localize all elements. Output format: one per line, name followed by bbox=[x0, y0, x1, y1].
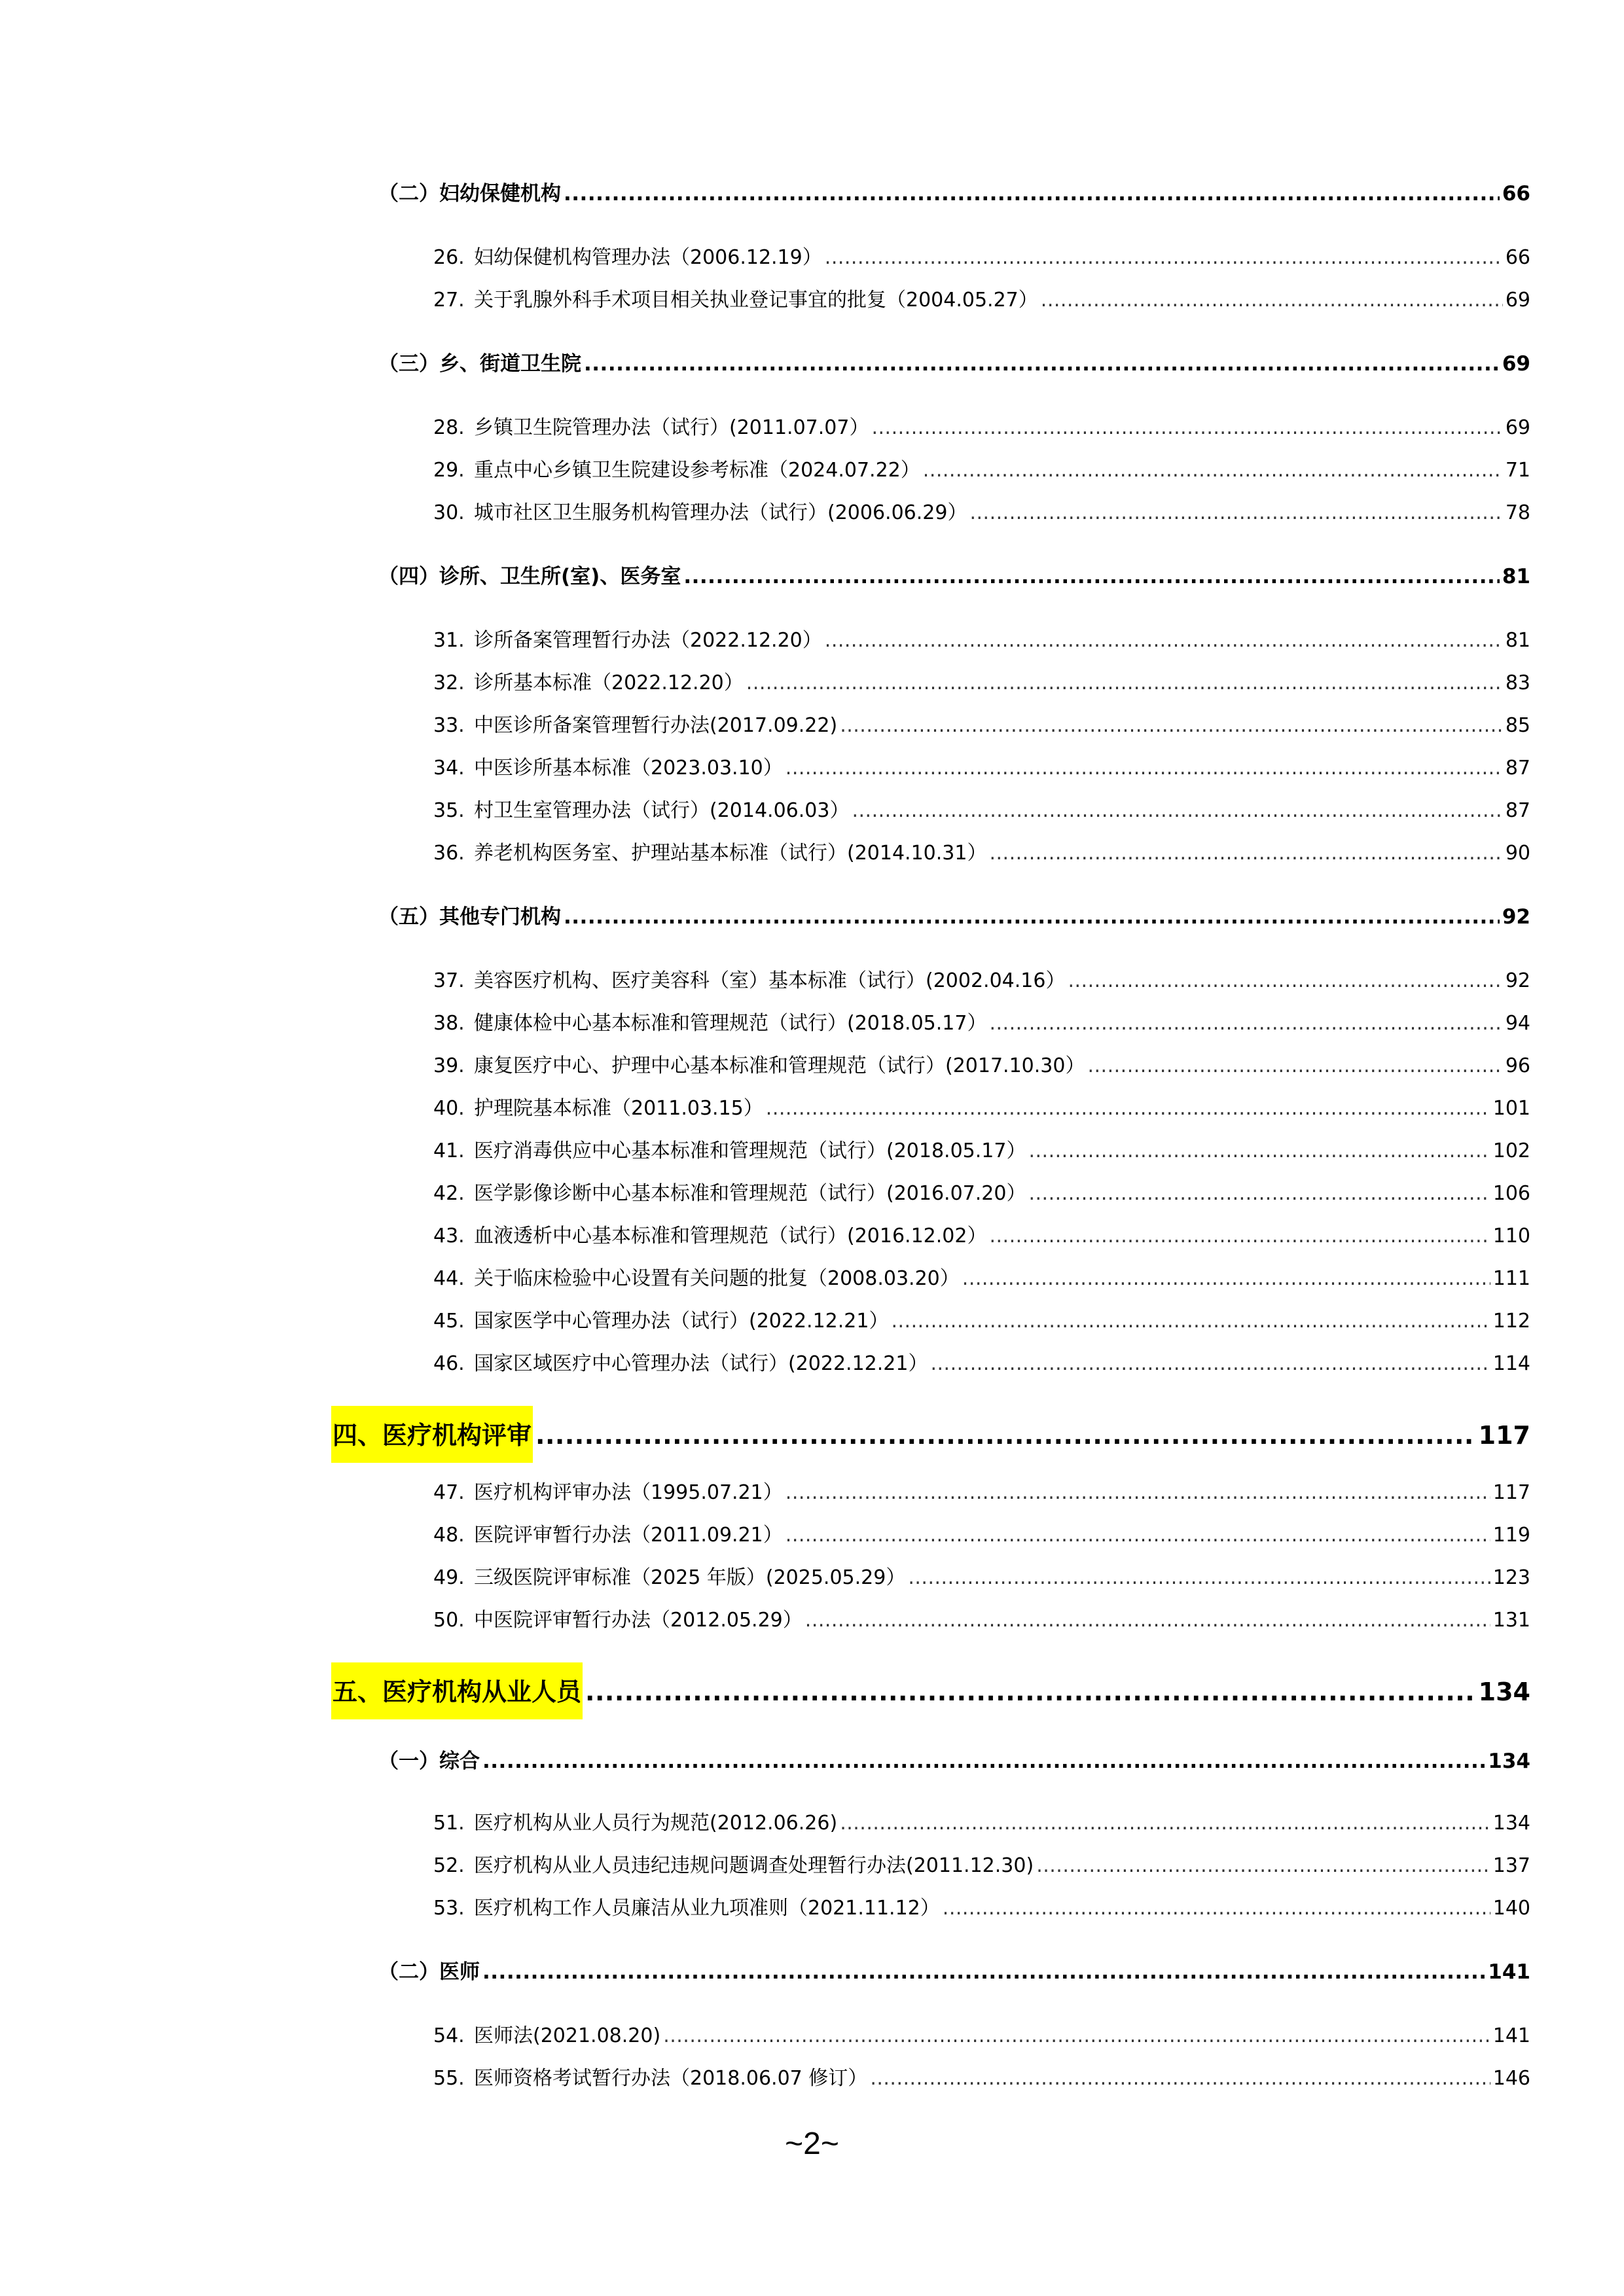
toc-entry-number: 32. bbox=[433, 672, 465, 694]
toc-page-number: 90 bbox=[1505, 842, 1530, 865]
toc-label bbox=[433, 1892, 940, 1920]
dot-leader bbox=[766, 1097, 1490, 1120]
toc-entry-title: 中医院评审暂行办法（2012.05.29） bbox=[474, 1609, 803, 1632]
toc-label bbox=[433, 1347, 928, 1376]
toc-page-number: 66 bbox=[1505, 246, 1530, 269]
toc-entry[interactable] bbox=[433, 1476, 1530, 1505]
toc-page-number: 110 bbox=[1492, 1225, 1530, 1247]
toc-label bbox=[433, 964, 1065, 993]
toc-section-heading[interactable] bbox=[378, 1955, 1530, 1984]
toc-entry-title: 中医诊所备案管理暂行办法(2017.09.22) bbox=[474, 714, 838, 737]
toc-page-number: 102 bbox=[1492, 1139, 1530, 1162]
toc-label bbox=[433, 1177, 1026, 1206]
toc-entry-number: 41. bbox=[433, 1139, 465, 1162]
dot-leader bbox=[930, 1352, 1490, 1375]
toc-entry[interactable] bbox=[433, 624, 1530, 653]
dot-leader bbox=[564, 905, 1500, 929]
toc-label bbox=[433, 794, 849, 823]
toc-entry[interactable] bbox=[433, 496, 1530, 525]
dot-leader bbox=[785, 757, 1503, 780]
toc-entry[interactable] bbox=[433, 964, 1530, 993]
toc-entry-title: 乡镇卫生院管理办法（试行）(2011.07.07） bbox=[474, 416, 869, 439]
toc-entry-title: 美容医疗机构、医疗美容科（室）基本标准（试行）(2002.04.16） bbox=[474, 969, 1066, 992]
dot-leader bbox=[923, 459, 1503, 482]
toc-entry[interactable] bbox=[433, 1049, 1530, 1078]
toc-entry-title: 国家医学中心管理办法（试行）(2022.12.21） bbox=[474, 1310, 889, 1333]
toc-entry[interactable] bbox=[433, 1219, 1530, 1248]
toc-entry-title: 医疗机构评审办法（1995.07.21） bbox=[474, 1481, 783, 1504]
toc-entry-title: 关于乳腺外科手术项目相关执业登记事宜的批复（2004.05.27） bbox=[474, 289, 1038, 312]
toc-entry[interactable] bbox=[433, 751, 1530, 780]
toc-entry-number: 50. bbox=[433, 1609, 465, 1632]
toc-entry-number: 54. bbox=[433, 2024, 465, 2047]
dot-leader bbox=[683, 565, 1500, 588]
toc-label bbox=[433, 1561, 905, 1590]
toc-label: （二）医师 bbox=[378, 1960, 480, 1984]
toc-entry-title: 医疗机构从业人员行为规范(2012.06.26) bbox=[474, 1812, 838, 1835]
toc-page-number: 146 bbox=[1492, 2067, 1530, 2090]
dot-leader bbox=[1028, 1139, 1490, 1162]
toc-page-number: 141 bbox=[1488, 1960, 1530, 1984]
dot-leader bbox=[825, 246, 1503, 269]
toc-entry-title: 医疗机构工作人员廉洁从业九项准则（2021.11.12） bbox=[474, 1897, 940, 1920]
toc-label bbox=[433, 241, 822, 270]
toc-label bbox=[433, 1304, 888, 1333]
toc-entry[interactable] bbox=[433, 666, 1530, 695]
dot-leader bbox=[746, 672, 1503, 694]
dot-leader bbox=[1087, 1054, 1502, 1077]
dot-leader bbox=[989, 1225, 1490, 1247]
toc-section-heading[interactable] bbox=[378, 900, 1530, 929]
toc-entry-title: 医师资格考试暂行办法（2018.06.07 修订） bbox=[474, 2067, 868, 2090]
toc-entry-number: 51. bbox=[433, 1812, 465, 1835]
toc-entry-title: 医院评审暂行办法（2011.09.21） bbox=[474, 1524, 783, 1547]
toc-entry-title: 城市社区卫生服务机构管理办法（试行）(2006.06.29） bbox=[474, 501, 967, 524]
toc-page-number: 137 bbox=[1492, 1854, 1530, 1877]
toc-entry[interactable] bbox=[433, 1892, 1530, 1920]
dot-leader bbox=[785, 1524, 1490, 1547]
toc-entry-title: 中医诊所基本标准（2023.03.10） bbox=[474, 757, 783, 780]
toc-label bbox=[433, 1007, 986, 1035]
toc-page-number: 81 bbox=[1505, 629, 1530, 652]
toc-entry[interactable] bbox=[433, 411, 1530, 440]
toc-entry-title: 康复医疗中心、护理中心基本标准和管理规范（试行）(2017.10.30） bbox=[474, 1054, 1085, 1077]
toc-page-number: 123 bbox=[1492, 1566, 1530, 1589]
toc-entry-title: 医学影像诊断中心基本标准和管理规范（试行）(2016.07.20） bbox=[474, 1182, 1026, 1205]
dot-leader bbox=[871, 416, 1502, 439]
toc-page-number: 69 bbox=[1502, 352, 1530, 376]
toc-entry-title: 医师法(2021.08.20) bbox=[474, 2024, 661, 2047]
toc-label bbox=[433, 411, 869, 440]
toc-entry[interactable] bbox=[433, 1518, 1530, 1547]
dot-leader bbox=[585, 1677, 1476, 1706]
toc-page-number: 106 bbox=[1492, 1182, 1530, 1205]
toc-entry-title: 血液透析中心基本标准和管理规范（试行）(2016.12.02） bbox=[474, 1225, 987, 1247]
toc-entry-number: 33. bbox=[433, 714, 465, 737]
toc-page-number: 81 bbox=[1502, 565, 1530, 588]
toc-entry[interactable] bbox=[433, 283, 1530, 312]
toc-page-number: 117 bbox=[1492, 1481, 1530, 1504]
dot-leader bbox=[1041, 289, 1503, 312]
toc-page-number: 141 bbox=[1492, 2024, 1530, 2047]
toc-page-number: 83 bbox=[1505, 672, 1530, 694]
toc-entry[interactable] bbox=[433, 794, 1530, 823]
toc-entry[interactable] bbox=[433, 2062, 1530, 2090]
toc-label: 四、医疗机构评审 bbox=[331, 1406, 533, 1463]
dot-leader bbox=[989, 1012, 1502, 1035]
toc-entry-number: 43. bbox=[433, 1225, 465, 1247]
dot-leader bbox=[1036, 1854, 1490, 1877]
toc-entry-number: 28. bbox=[433, 416, 465, 439]
toc-label bbox=[433, 751, 783, 780]
toc-page-number: 101 bbox=[1492, 1097, 1530, 1120]
toc-label bbox=[433, 1806, 837, 1835]
toc-page-number: 112 bbox=[1492, 1310, 1530, 1333]
toc-entry[interactable] bbox=[433, 1262, 1530, 1291]
toc-page-number: 87 bbox=[1505, 757, 1530, 780]
toc-entry[interactable] bbox=[433, 709, 1530, 738]
toc-page-number: 111 bbox=[1492, 1267, 1530, 1290]
toc-label bbox=[433, 1604, 803, 1632]
dot-leader bbox=[1028, 1182, 1490, 1205]
toc-label bbox=[433, 1049, 1085, 1078]
toc-label bbox=[433, 666, 744, 695]
dot-leader bbox=[962, 1267, 1490, 1290]
toc-page-number: 92 bbox=[1505, 969, 1530, 992]
dot-leader bbox=[840, 1812, 1490, 1835]
toc-entry-title: 诊所备案管理暂行办法（2022.12.20） bbox=[474, 629, 822, 652]
toc-label: （二）妇幼保健机构 bbox=[378, 182, 561, 206]
toc-entry-title: 关于临床检验中心设置有关问题的批复（2008.03.20） bbox=[474, 1267, 960, 1290]
toc-page-number: 119 bbox=[1492, 1524, 1530, 1547]
dot-leader bbox=[564, 182, 1500, 206]
toc-page-number: 71 bbox=[1505, 459, 1530, 482]
toc-entry-number: 34. bbox=[433, 757, 465, 780]
toc-entry-title: 诊所基本标准（2022.12.20） bbox=[474, 672, 744, 694]
dot-leader bbox=[584, 352, 1500, 376]
toc-section-heading[interactable] bbox=[378, 560, 1530, 589]
toc-label bbox=[433, 624, 822, 653]
toc-entry[interactable] bbox=[433, 1177, 1530, 1206]
dot-leader bbox=[840, 714, 1503, 737]
toc-entry-number: 44. bbox=[433, 1267, 465, 1290]
toc-entry-title: 医疗机构从业人员违纪违规问题调查处理暂行办法(2011.12.30) bbox=[474, 1854, 1034, 1877]
toc-page-number: 114 bbox=[1492, 1352, 1530, 1375]
dot-leader bbox=[870, 2067, 1490, 2090]
toc-entry[interactable] bbox=[433, 1347, 1530, 1376]
toc-entry-number: 27. bbox=[433, 289, 465, 312]
toc-entry-title: 养老机构医务室、护理站基本标准（试行）(2014.10.31） bbox=[474, 842, 987, 865]
toc-entry[interactable] bbox=[433, 2019, 1530, 2048]
toc-entry[interactable] bbox=[433, 1604, 1530, 1632]
dot-leader bbox=[785, 1481, 1490, 1504]
toc-label bbox=[433, 836, 986, 865]
dot-leader bbox=[969, 501, 1502, 524]
toc-entry[interactable] bbox=[433, 836, 1530, 865]
dot-leader bbox=[852, 799, 1502, 822]
toc-page-number: 134 bbox=[1488, 1749, 1530, 1773]
toc-entry-number: 31. bbox=[433, 629, 465, 652]
toc-entry-number: 40. bbox=[433, 1097, 465, 1120]
toc-entry-title: 妇幼保健机构管理办法（2006.12.19） bbox=[474, 246, 822, 269]
toc-entry[interactable] bbox=[433, 241, 1530, 270]
dot-leader bbox=[943, 1897, 1490, 1920]
toc-section-heading[interactable] bbox=[378, 347, 1530, 376]
toc-page-number: 131 bbox=[1492, 1609, 1530, 1632]
toc-entry[interactable] bbox=[433, 1806, 1530, 1835]
toc-entry[interactable] bbox=[433, 1304, 1530, 1333]
toc-entry[interactable] bbox=[433, 1007, 1530, 1035]
toc-section-heading[interactable] bbox=[378, 177, 1530, 206]
toc-label bbox=[433, 1476, 783, 1505]
dot-leader bbox=[535, 1421, 1476, 1450]
toc-page-number: 85 bbox=[1505, 714, 1530, 737]
toc-entry-number: 36. bbox=[433, 842, 465, 865]
toc-label: （四）诊所、卫生所(室)、医务室 bbox=[378, 565, 681, 588]
toc-label bbox=[433, 496, 967, 525]
toc-entry-title: 健康体检中心基本标准和管理规范（试行）(2018.05.17） bbox=[474, 1012, 987, 1035]
toc-entry-number: 39. bbox=[433, 1054, 465, 1077]
toc-label bbox=[433, 1219, 986, 1248]
toc-chapter-heading[interactable] bbox=[331, 1662, 1530, 1719]
toc-entry-title: 护理院基本标准（2011.03.15） bbox=[474, 1097, 763, 1120]
dot-leader bbox=[1068, 969, 1502, 992]
toc-section-heading[interactable] bbox=[378, 1744, 1530, 1774]
toc-page-number: 78 bbox=[1505, 501, 1530, 524]
toc-page-number: 134 bbox=[1492, 1812, 1530, 1835]
toc-entry-title: 医疗消毒供应中心基本标准和管理规范（试行）(2018.05.17） bbox=[474, 1139, 1026, 1162]
toc-entry-number: 30. bbox=[433, 501, 465, 524]
toc-entry-number: 55. bbox=[433, 2067, 465, 2090]
toc-page-number: 117 bbox=[1478, 1421, 1530, 1450]
toc-entry-number: 48. bbox=[433, 1524, 465, 1547]
toc-label bbox=[433, 454, 920, 482]
dot-leader bbox=[825, 629, 1503, 652]
toc-entry-title: 国家区域医疗中心管理办法（试行）(2022.12.21） bbox=[474, 1352, 928, 1375]
toc-label bbox=[433, 1849, 1034, 1878]
toc-label bbox=[433, 1134, 1026, 1163]
toc-page-number: 69 bbox=[1505, 289, 1530, 312]
toc-entry-title: 村卫生室管理办法（试行）(2014.06.03） bbox=[474, 799, 850, 822]
toc-chapter-heading[interactable] bbox=[331, 1406, 1530, 1463]
toc-entry-number: 26. bbox=[433, 246, 465, 269]
toc-entry-number: 52. bbox=[433, 1854, 465, 1877]
toc-entry-number: 45. bbox=[433, 1310, 465, 1333]
toc-entry-number: 37. bbox=[433, 969, 465, 992]
dot-leader bbox=[482, 1749, 1485, 1773]
toc-label bbox=[433, 2019, 660, 2048]
dot-leader bbox=[482, 1960, 1485, 1984]
toc-entry-number: 35. bbox=[433, 799, 465, 822]
toc-label bbox=[433, 709, 837, 738]
toc-entry-number: 46. bbox=[433, 1352, 465, 1375]
toc-entry[interactable] bbox=[433, 454, 1530, 482]
toc-entry-number: 47. bbox=[433, 1481, 465, 1504]
dot-leader bbox=[989, 842, 1502, 865]
toc-entry[interactable] bbox=[433, 1134, 1530, 1163]
dot-leader bbox=[891, 1310, 1490, 1333]
toc-page-number: 94 bbox=[1505, 1012, 1530, 1035]
toc-entry[interactable] bbox=[433, 1849, 1530, 1878]
toc-entry[interactable] bbox=[433, 1092, 1530, 1121]
toc-entry-number: 53. bbox=[433, 1897, 465, 1920]
toc-entry-number: 29. bbox=[433, 459, 465, 482]
toc-label bbox=[433, 1518, 783, 1547]
toc-label bbox=[433, 1092, 763, 1121]
toc-label bbox=[433, 283, 1038, 312]
toc-page-number: 66 bbox=[1502, 182, 1530, 206]
dot-leader bbox=[663, 2024, 1490, 2047]
toc-entry-number: 42. bbox=[433, 1182, 465, 1205]
toc-page-number: 87 bbox=[1505, 799, 1530, 822]
page-number: ~2~ bbox=[785, 2126, 839, 2161]
toc-page-number: 69 bbox=[1505, 416, 1530, 439]
toc-label bbox=[433, 1262, 960, 1291]
toc-page-number: 134 bbox=[1478, 1677, 1530, 1706]
toc-page-number: 140 bbox=[1492, 1897, 1530, 1920]
toc-page-number: 92 bbox=[1502, 905, 1530, 929]
toc-page-number: 96 bbox=[1505, 1054, 1530, 1077]
toc-label bbox=[433, 2062, 867, 2090]
toc-entry-title: 重点中心乡镇卫生院建设参考标准（2024.07.22） bbox=[474, 459, 920, 482]
dot-leader bbox=[908, 1566, 1490, 1589]
toc-label: 五、医疗机构从业人员 bbox=[331, 1662, 583, 1719]
toc-entry-number: 38. bbox=[433, 1012, 465, 1035]
dot-leader bbox=[805, 1609, 1490, 1632]
toc-label: （一）综合 bbox=[378, 1749, 480, 1773]
toc-entry[interactable] bbox=[433, 1561, 1530, 1590]
toc-label: （三）乡、街道卫生院 bbox=[378, 352, 581, 376]
toc-label: （五）其他专门机构 bbox=[378, 905, 561, 929]
toc-entry-title: 三级医院评审标准（2025 年版）(2025.05.29） bbox=[474, 1566, 906, 1589]
toc-entry-number: 49. bbox=[433, 1566, 465, 1589]
